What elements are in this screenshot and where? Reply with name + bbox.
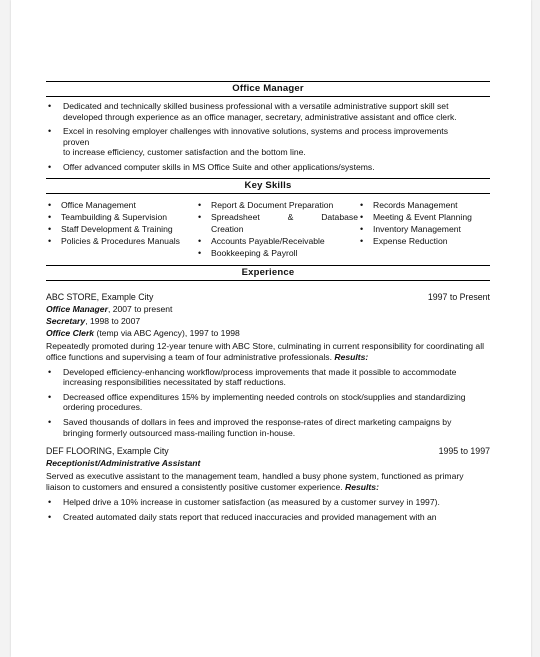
job-dates: 1997 to Present	[427, 291, 490, 302]
text-line: bringing formerly outsourced mass-mailing function in-house.	[63, 427, 296, 438]
text-line: • Offer advanced computer skills in MS Office Suite and other applications/systems.	[63, 161, 375, 172]
role-title: Office Clerk	[46, 327, 95, 338]
job-dates: 1995 to 1997	[438, 446, 490, 457]
text-line: • Developed efficiency-enhancing workflow/process improvements that made it possible to accommodate	[63, 366, 457, 377]
job-results-list	[46, 497, 490, 522]
text-line: • Excel in resolving employer challenges with innovative solutions, systems and process improvements	[63, 126, 448, 137]
result-item	[46, 392, 490, 413]
section-heading-key-skills: Key Skills	[46, 178, 490, 194]
skill-item: • Office Management	[46, 199, 196, 211]
job-role	[46, 303, 490, 315]
text-line: Repeatedly promoted during 12-year tenure with ABC Store, culminating in current responsibility for coordinating all	[46, 340, 485, 351]
job-description	[46, 471, 490, 493]
results-label: Results:	[334, 351, 369, 362]
text-word: • Spreadsheet	[211, 211, 260, 222]
skill-item: • Teambuilding & Supervision	[46, 211, 196, 223]
skill-item: • Report & Document Preparation	[196, 199, 358, 211]
skill-item	[196, 211, 358, 235]
skills-column-3	[358, 199, 484, 259]
skill-item: • Records Management	[358, 199, 484, 211]
role-title: Receptionist/Administrative Assistant	[46, 458, 201, 469]
text-line: • Created automated daily stats report that reduced inaccuracies and provided management with an	[63, 511, 437, 522]
skill-item: • Meeting & Event Planning	[358, 211, 484, 223]
job-entry-1	[46, 292, 490, 439]
text-line: developed through experience as an office manager, secretary, administrative assistant and office clerk.	[63, 111, 457, 122]
text-line: to increase efficiency, customer satisfaction and the bottom line.	[63, 147, 306, 158]
job-entry-2	[46, 446, 490, 522]
skills-grid	[46, 199, 490, 259]
skills-column-2	[196, 199, 358, 259]
text-line: proven	[63, 136, 90, 147]
job-results-list	[46, 367, 490, 439]
result-item	[46, 512, 490, 523]
job-role	[46, 457, 490, 469]
skill-item: • Expense Reduction	[358, 235, 484, 247]
summary-item	[46, 162, 490, 173]
skill-item: • Accounts Payable/Receivable	[196, 235, 358, 247]
text-word: Database	[321, 211, 358, 222]
role-dates: (temp via ABC Agency), 1997 to 1998	[94, 327, 240, 338]
employer: DEF FLOORING, Example City	[46, 446, 169, 457]
skill-item: • Staff Development & Training	[46, 223, 196, 235]
skill-item: • Bookkeeping & Payroll	[196, 247, 358, 259]
result-item	[46, 367, 490, 388]
role-dates: , 1998 to 2007	[85, 315, 141, 326]
job-description	[46, 341, 490, 363]
section-heading-experience: Experience	[46, 265, 490, 281]
text-line: ordering procedures.	[63, 402, 143, 413]
summary-item	[46, 101, 490, 122]
results-label: Results:	[345, 482, 379, 493]
text-line: office functions and supervising a team of four administrative professionals.	[46, 351, 335, 362]
resume-page	[11, 0, 531, 657]
justified-line	[211, 211, 358, 223]
result-item	[46, 417, 490, 438]
text-line: Creation	[211, 223, 244, 234]
result-item	[46, 497, 490, 508]
skill-item: • Inventory Management	[358, 223, 484, 235]
resume-content	[46, 81, 490, 522]
job-role	[46, 327, 490, 339]
text-line: • Dedicated and technically skilled business professional with a versatile administrative support skill set	[63, 101, 449, 111]
text-line: liaison to customers and ensured a consistently positive customer experience.	[46, 482, 346, 493]
summary-list	[46, 101, 490, 173]
text-line: • Decreased office expenditures 15% by implementing needed controls on stock/supplies and standardizing	[63, 391, 466, 402]
job-header	[46, 292, 490, 303]
employer: ABC STORE, Example City	[46, 291, 154, 302]
role-title: Secretary	[46, 315, 86, 326]
text-line: increasing responsibilities necessitated by staff reductions.	[63, 377, 286, 388]
text-line: • Saved thousands of dollars in fees and improved the response-rates of direct marketing campaigns by	[63, 416, 452, 427]
role-title: Office Manager	[46, 303, 108, 314]
text-line: Served as executive assistant to the management team, handled a busy phone system, functioned as primary	[46, 471, 464, 482]
section-heading-title: Office Manager	[46, 81, 490, 97]
job-header	[46, 446, 490, 457]
skill-item: • Policies & Procedures Manuals	[46, 235, 196, 247]
role-dates: , 2007 to present	[107, 303, 173, 314]
text-line: • Helped drive a 10% increase in customer satisfaction (as measured by a customer survey in 1997).	[63, 497, 440, 508]
text-word: &	[287, 211, 294, 222]
summary-item	[46, 126, 490, 158]
skills-column-1	[46, 199, 196, 259]
job-role	[46, 315, 490, 327]
